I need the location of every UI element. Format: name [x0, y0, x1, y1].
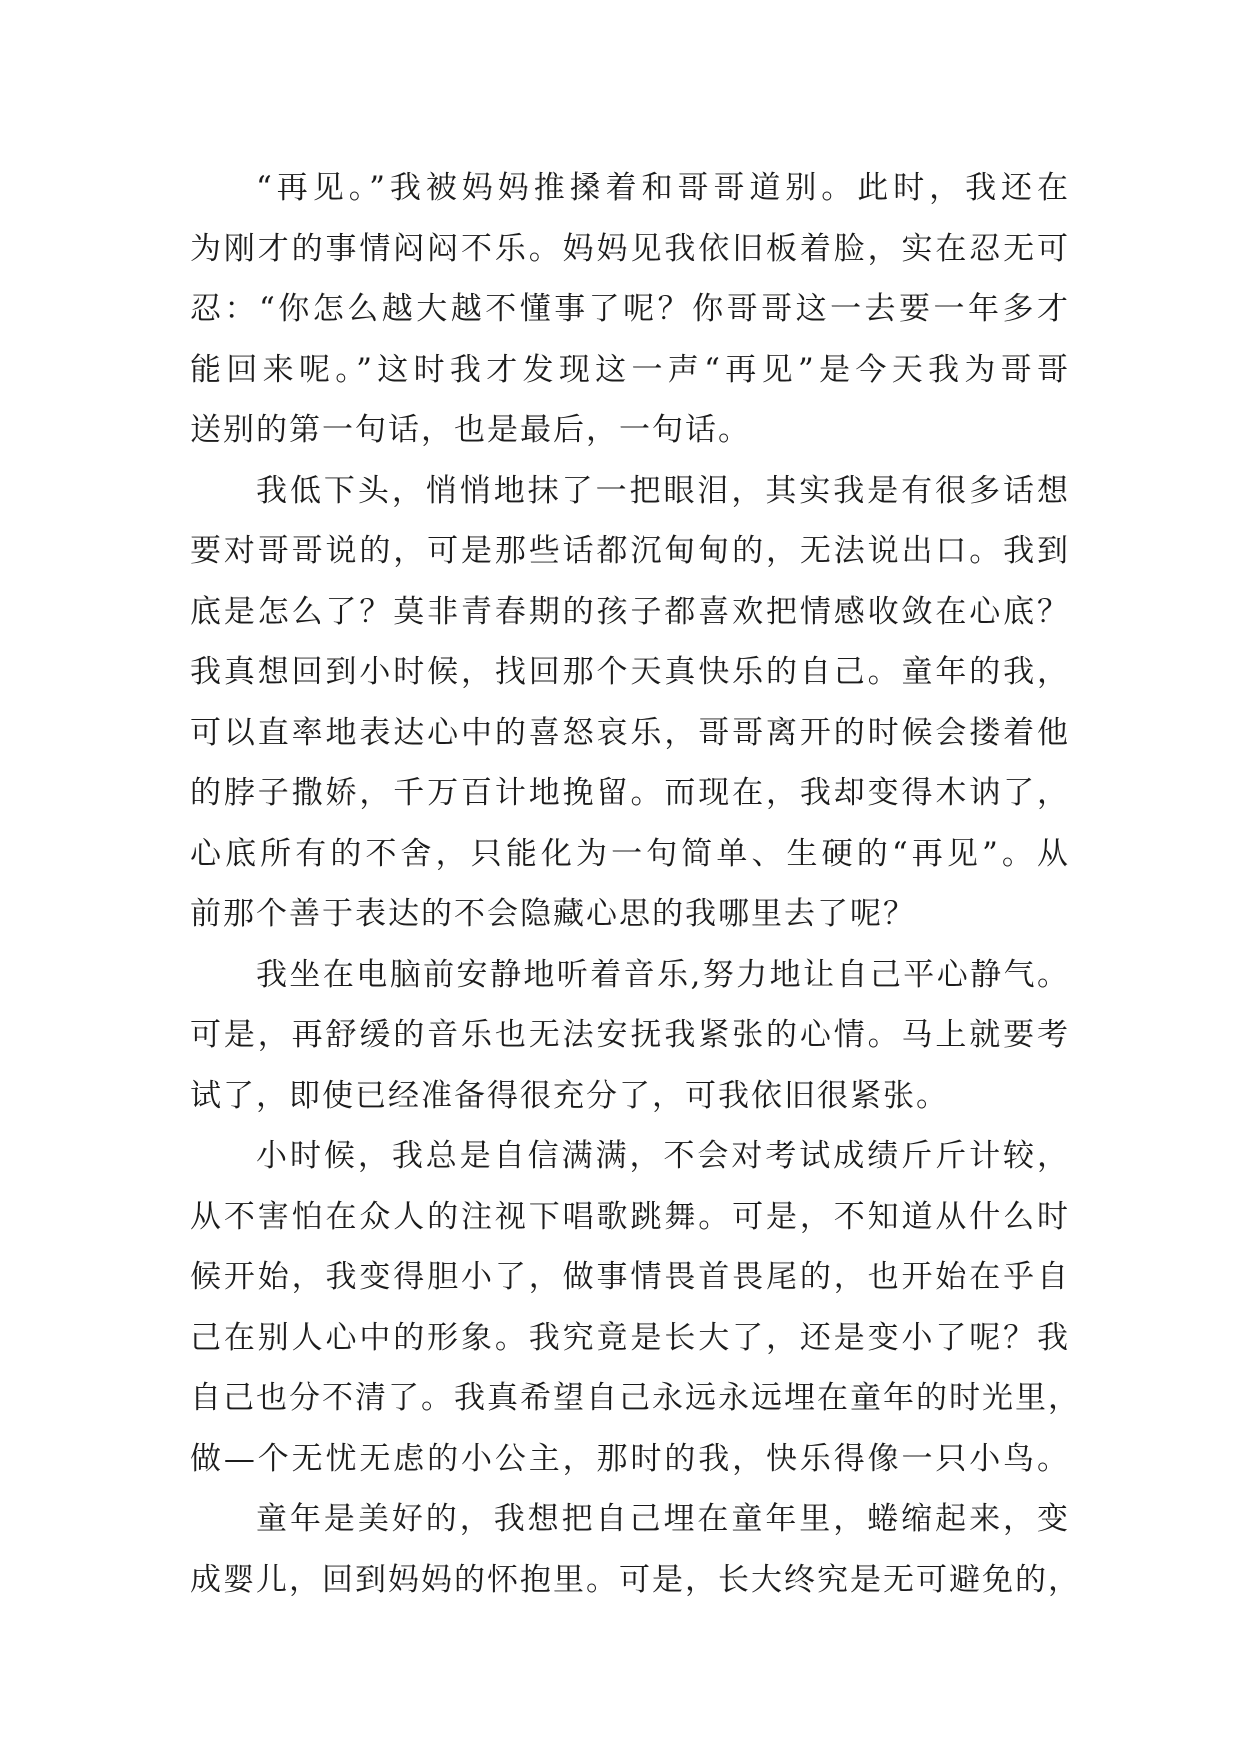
paragraph: [190, 945, 1070, 1127]
text-line: 送别的第一句话，也是最后，一句话。: [190, 412, 751, 448]
text-line: 能回来呢。”这时我才发现这一声“再见”是今天我为哥哥: [190, 351, 1070, 388]
text-line: 我真想回到小时候，找回那个天真快乐的自己。童年的我，: [190, 654, 1070, 690]
text-line: 可以直率地表达心中的喜怒哀乐，哥哥离开的时候会搂着他: [190, 714, 1070, 751]
text-line: 我低下头，悄悄地抹了一把眼泪，其实我是有很多话想: [256, 472, 1070, 509]
paragraph: [190, 461, 1070, 945]
text-line: 可是，再舒缓的音乐也无法安抚我紧张的心情。马上就要考: [190, 1017, 1070, 1053]
text-line: 自己也分不清了。我真希望自己永远永远埋在童年的时光里，: [190, 1380, 1081, 1416]
text-line: 为刚才的事情闷闷不乐。妈妈见我依旧板着脸，实在忍无可: [190, 230, 1070, 267]
text-line: “再见。”我被妈妈推搡着和哥哥道别。此时，我还在: [256, 170, 1070, 206]
text-line: 试了，即使已经准备得很充分了，可我依旧很紧张。: [190, 1077, 949, 1114]
text-line: 前那个善于表达的不会隐藏心思的我哪里去了呢？: [190, 896, 916, 932]
text-line: 的脖子撒娇，千万百计地挽留。而现在，我却变得木讷了，: [190, 775, 1070, 811]
text-line: 底是怎么了？莫非青春期的孩子都喜欢把情感收敛在心底？: [190, 593, 1070, 630]
text-line: 己在别人心中的形象。我究竟是长大了，还是变小了呢？我: [190, 1319, 1070, 1356]
paragraph: [190, 1489, 1081, 1610]
body-text: [190, 158, 1081, 1610]
text-line: 我坐在电脑前安静地听着音乐,努力地让自己平心静气。: [256, 956, 1070, 993]
text-line: 候开始，我变得胆小了，做事情畏首畏尾的，也开始在乎自: [190, 1259, 1070, 1295]
text-line: 从不害怕在众人的注视下唱歌跳舞。可是，不知道从什么时: [190, 1198, 1070, 1235]
text-line: 要对哥哥说的，可是那些话都沉甸甸的，无法说出口。我到: [190, 533, 1070, 569]
paragraph: [190, 1126, 1081, 1489]
text-line: 小时候，我总是自信满满，不会对考试成绩斤斤计较，: [256, 1138, 1070, 1174]
text-line: 做—个无忧无虑的小公主，那时的我，快乐得像一只小鸟。: [190, 1440, 1070, 1477]
text-line: 成婴儿，回到妈妈的怀抱里。可是，长大终究是无可避免的，: [190, 1561, 1081, 1598]
text-line: 童年是美好的，我想把自己埋在童年里，蜷缩起来，变: [256, 1501, 1070, 1537]
text-line: 心底所有的不舍，只能化为一句简单、生硬的“再见”。从: [190, 835, 1070, 872]
paragraph: [190, 158, 1070, 461]
text-line: 忍：“你怎么越大越不懂事了呢？你哥哥这一去要一年多才: [190, 291, 1070, 327]
